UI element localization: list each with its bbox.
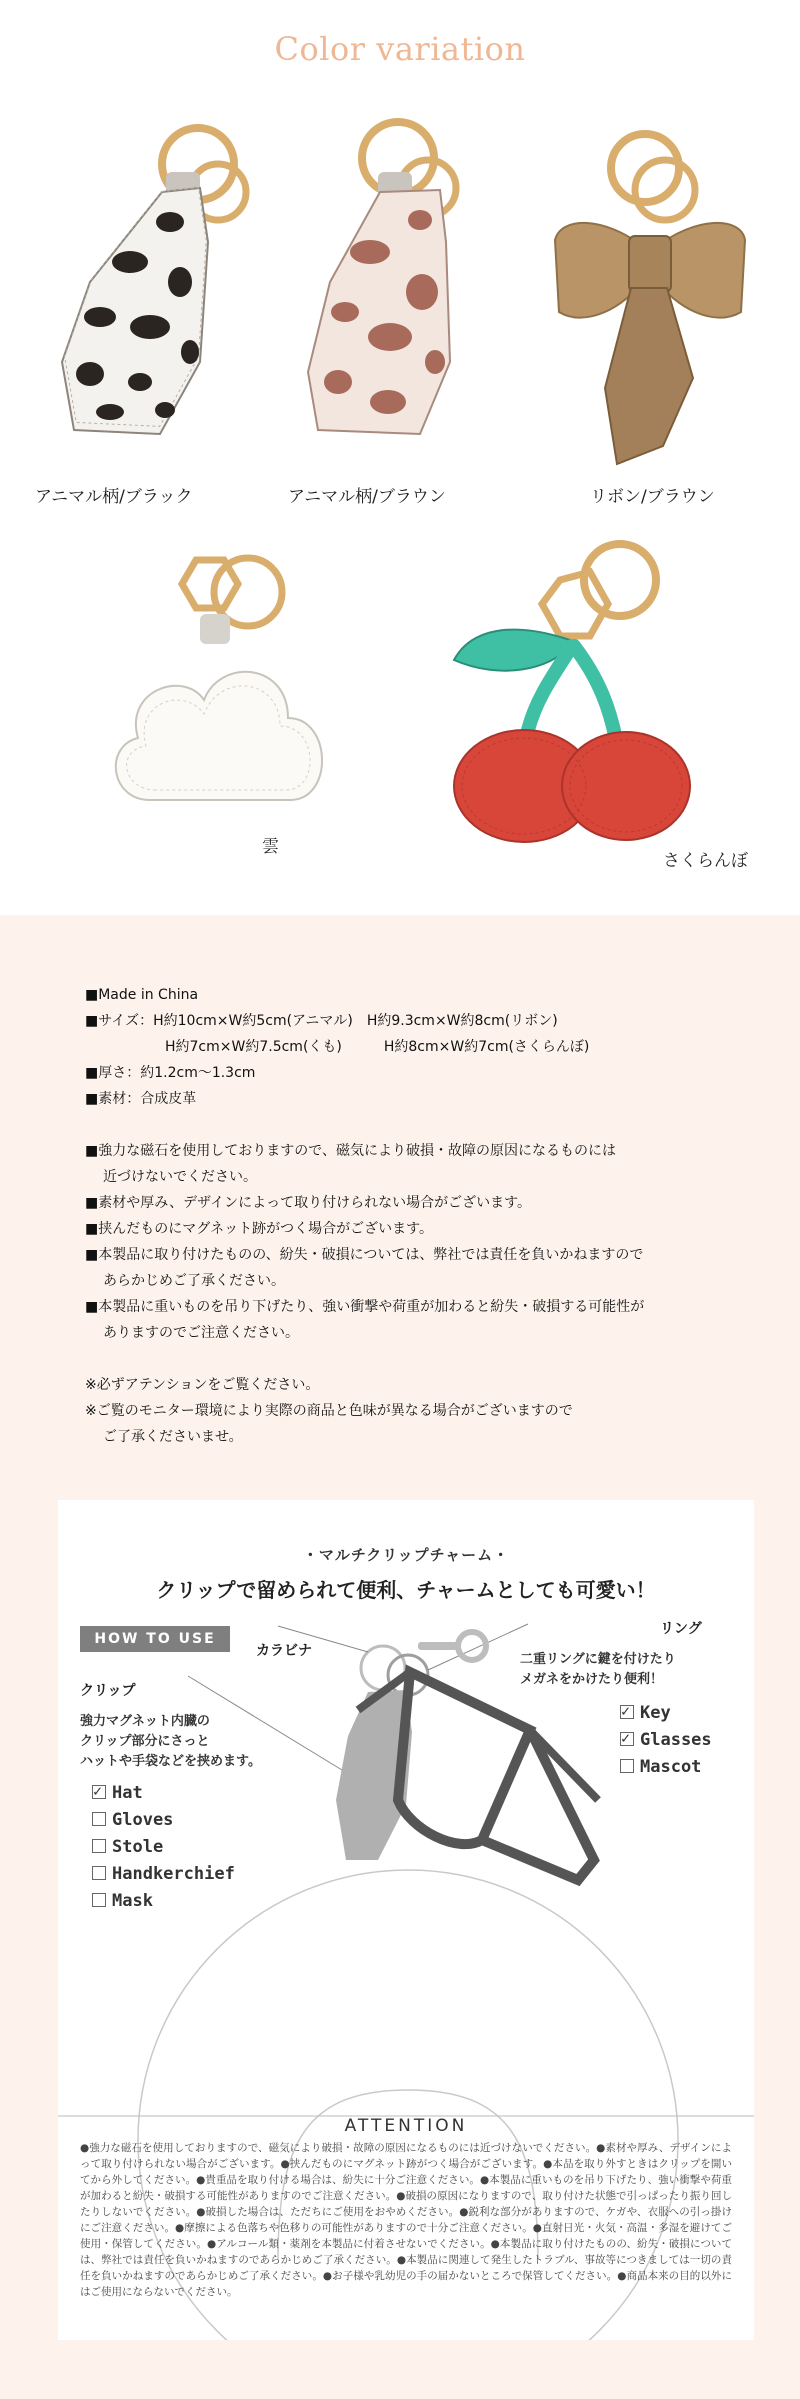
empty-box-icon (92, 1893, 106, 1907)
checklist-item-mascot: Mascot (620, 1754, 712, 1781)
spec-size-2: H約7cm×W約7.5cm(くも) H約8cm×W約7cm(さくらんぼ) (165, 1039, 590, 1055)
product-label-ribbon-brown: リボン/ブラウン (590, 487, 715, 507)
caution-line: ■強力な磁石を使用しておりますので、磁気により破損・故障の原因になるものには (85, 1143, 616, 1159)
spec-size-1: ■サイズ：H約10cm×W約5cm(アニマル) H約9.3cm×W約8cm(リボン) (85, 1013, 558, 1029)
product-image-cloud (100, 550, 340, 835)
empty-box-icon (92, 1866, 106, 1880)
checklist-item-mask: Mask (92, 1888, 235, 1915)
spec-list (85, 982, 644, 1450)
caution-line: ■素材や厚み、デザインによって取り付けられない場合がございます。 (85, 1195, 531, 1211)
caution-line: あらかじめご了承ください。 (103, 1273, 285, 1289)
checklist-item-handkerchief: Handkerchief (92, 1861, 235, 1888)
checklist-item-glasses: ✓Glasses (620, 1727, 712, 1754)
product-image-animal-brown (300, 112, 500, 442)
product-label-animal-black: アニマル柄/ブラック (35, 487, 193, 507)
ring-description (520, 1650, 676, 1690)
product-image-cherry (440, 530, 700, 850)
ring-label: リング (660, 1621, 702, 1637)
spec-material: ■素材：合成皮革 (85, 1091, 197, 1107)
ring-checklist (620, 1700, 712, 1781)
product-label-cloud: 雲 (262, 837, 279, 857)
card-subtitle: ・マルチクリップチャーム・ (302, 1546, 510, 1564)
spec-origin: ■Made in China (85, 987, 199, 1003)
clip-description (80, 1712, 261, 1772)
checklist-item-hat: ✓Hat (92, 1780, 235, 1807)
color-variation-section (0, 0, 800, 915)
attention-title: ATTENTION (344, 2116, 468, 2136)
checked-box-icon (92, 1785, 106, 1799)
product-image-ribbon-brown (545, 128, 750, 468)
checked-box-icon (620, 1705, 634, 1719)
checklist-item-gloves: Gloves (92, 1807, 235, 1834)
clip-description-line: 強力マグネット内臓の (80, 1714, 210, 1729)
carabiner-label: カラビナ (256, 1643, 312, 1659)
product-label-cherry: さくらんぼ (663, 851, 748, 871)
ring-description-line: 二重リングに鍵を付けたり (520, 1652, 676, 1667)
product-label-animal-brown: アニマル柄/ブラウン (288, 487, 446, 507)
how-to-use-card (58, 1500, 754, 2340)
caution-line: ありますのでご注意ください。 (103, 1325, 299, 1341)
note-line: ご了承くださいませ。 (103, 1429, 243, 1445)
caution-line: ■本製品に取り付けたものの、紛失・破損については、弊社では責任を負いかねますので (85, 1247, 644, 1263)
note-line: ※必ずアテンションをご覧ください。 (85, 1377, 320, 1393)
caution-line: ■挟んだものにマグネット跡がつく場合がございます。 (85, 1221, 433, 1237)
checklist-item-key: ✓Key (620, 1700, 712, 1727)
clip-description-line: ハットや手袋などを挟めます。 (80, 1754, 261, 1769)
empty-box-icon (92, 1812, 106, 1826)
section-title: Color variation (274, 30, 526, 68)
card-headline: クリップで留められて便利、チャームとしても可愛い！ (156, 1578, 656, 1602)
caution-line: 近づけないでください。 (103, 1169, 257, 1185)
clip-label: クリップ (80, 1683, 136, 1699)
how-to-use-badge: HOW TO USE (80, 1626, 230, 1652)
checklist-item-stole: Stole (92, 1834, 235, 1861)
ring-description-line: メガネをかけたり便利！ (520, 1672, 664, 1687)
clip-checklist (92, 1780, 235, 1915)
clip-description-line: クリップ部分にさっと (80, 1734, 210, 1749)
caution-line: ■本製品に重いものを吊り下げたり、強い衝撃や荷重が加わると紛失・破損する可能性が (85, 1299, 645, 1315)
empty-box-icon (92, 1839, 106, 1853)
empty-box-icon (620, 1759, 634, 1773)
spec-thickness: ■厚さ：約1.2cm〜1.3cm (85, 1065, 256, 1081)
checked-box-icon (620, 1732, 634, 1746)
note-line: ※ご覧のモニター環境により実際の商品と色味が異なる場合がございますので (85, 1403, 573, 1419)
attention-text: ●強力な磁石を使用しておりますので、磁気により破損・故障の原因になるものには近づけないでください。●素材や厚み、デザインによって取り付けられない場合がございます。●挟んだものにマグネット跡がつく場合がございます。●本品を取り外すときはクリップを開いてから外してください。●貴重品を取り付ける場合は、紛失に十分ご注意ください。●本製品に重いものを吊り下げたり、強い衝撃や荷重が加わると紛失・破損する可能性がありますのでご注意ください。●破損の原因になりますので、取り付けた状態で引っぱったり振り回したりしないでください。●破損した場合は、ただちにご使用をおやめください。●鋭利な部分がありますので、ケガや、衣服への引っ掛けにご注意ください。●摩擦による色落ちや色移りの可能性がありますので十分ご注意ください。●直射日光・火気・高温・多湿を避けてご使用・保管してください。●アルコール類・薬剤を本製品に付着させないでください。●本製品に取り付けたものの、紛失・破損については、弊社では責任を負いかねますのであらかじめご了承ください。●本製品に関連して発生したトラブル、事故等につきましては一切の責任を負いかねますのであらかじめご了承ください。●お子様や乳幼児の手の届かないところで保管してください。●商品本来の目的以外にはご使用にならないでください。 (80, 2142, 732, 2298)
product-image-animal-black (50, 112, 260, 442)
